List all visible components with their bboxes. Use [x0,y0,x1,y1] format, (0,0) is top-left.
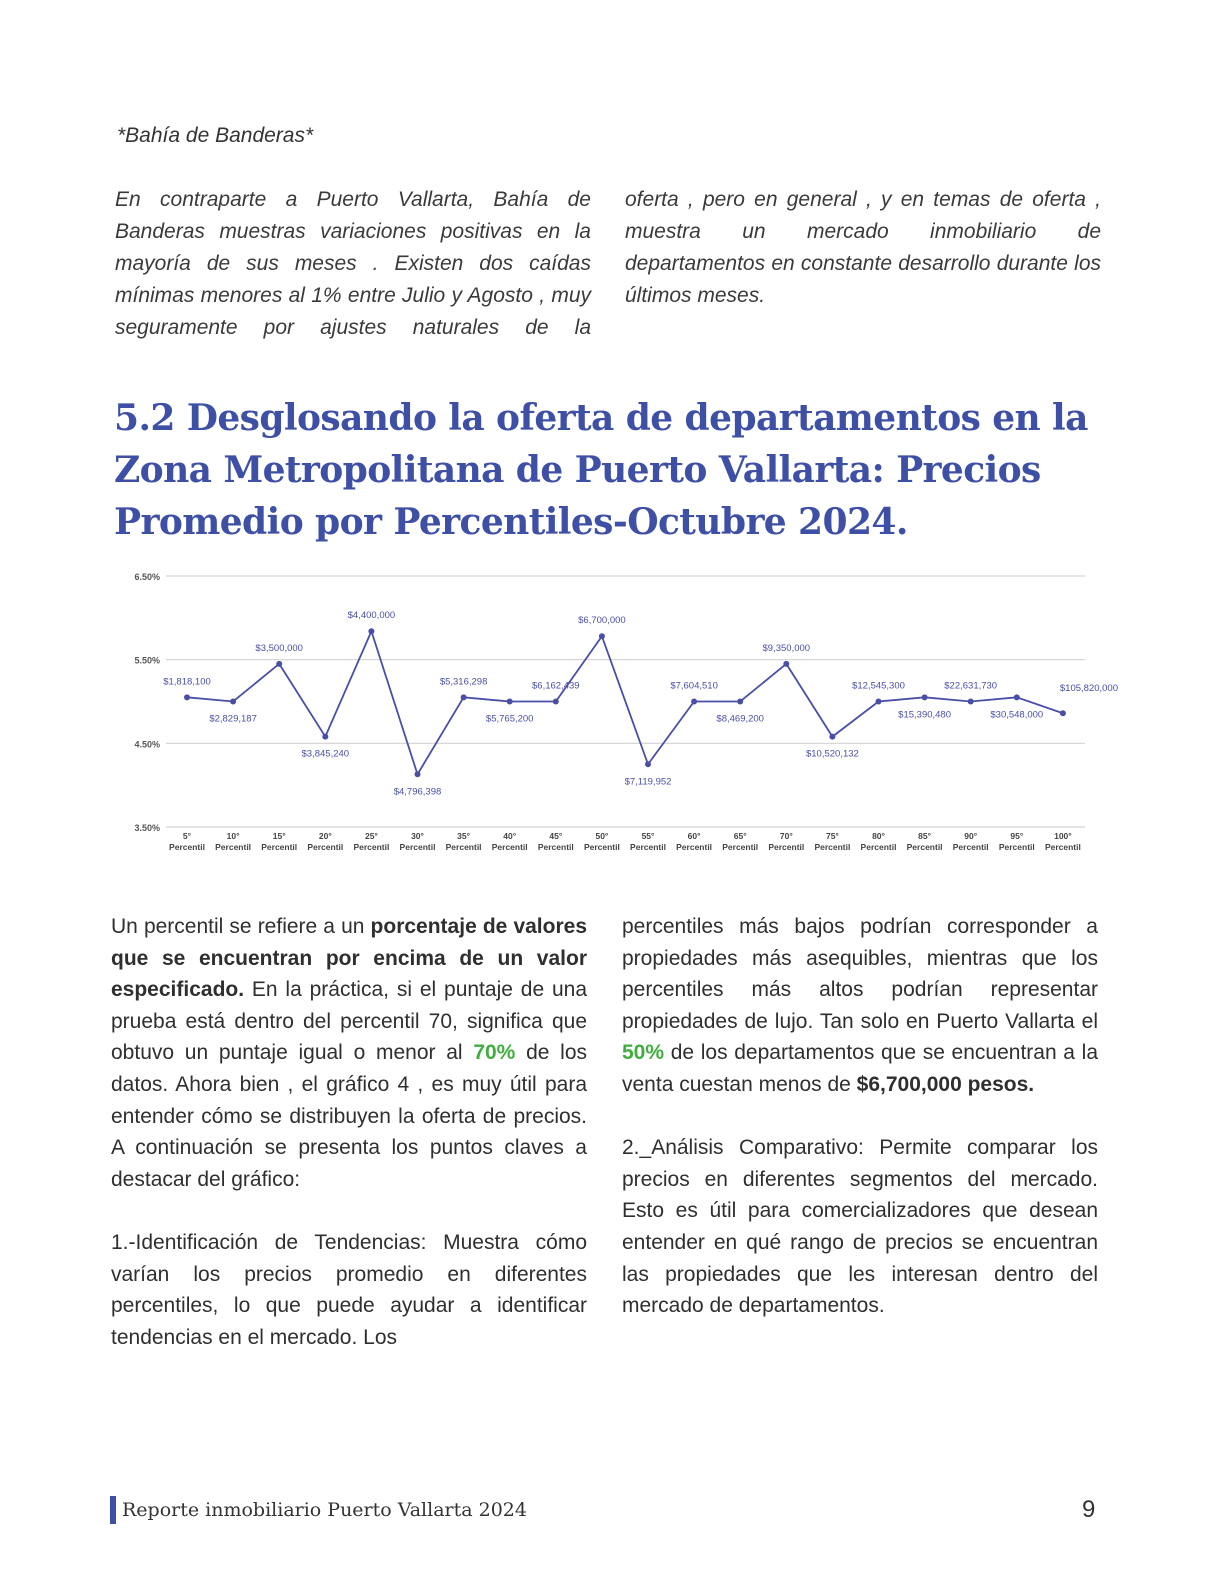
data-point [461,694,467,700]
bold-text: porcentaje de valores que se encuentran por encima de un valor especificado. [111,915,587,1002]
x-tick-label: Percentil [537,842,574,852]
x-tick-label: Percentil [307,842,344,852]
data-point [968,699,974,705]
y-tick-label: 4.50% [134,739,160,750]
data-label: $105,820,000 [1059,683,1119,695]
section-label: *Bahía de Banderas* [117,124,314,147]
x-tick-label: Percentil [399,842,436,852]
x-tick-label: Percentil [676,842,713,852]
data-label: $4,400,000 [347,610,396,622]
data-label: $5,765,200 [485,713,534,725]
x-tick-label: 85° [918,831,932,841]
body-left-paragraph-2: 1.-Identificación de Tendencias: Muestra cómo varían los precios promedio en diferentes percentiles, lo que puede ayudar a identificar tendencias en el mercado. Los [111,1230,587,1349]
data-label: $6,700,000 [578,615,626,627]
x-tick-label: Percentil [630,842,666,852]
data-point [184,694,190,700]
x-tick-label: Percentil [169,842,205,852]
intro-left-column: En contraparte a Puerto Vallarta, Bahía de Banderas muestras variaciones positivas en la mayoría de sus meses . Existen dos caídas mínimas menores al 1% entre Julio y Agosto , muy seguramente por ajustes naturales de la [115,188,591,339]
data-label: $30,548,000 [990,709,1044,721]
x-tick-label: 100° [1054,831,1072,841]
y-tick-label: 6.50% [134,572,160,582]
x-tick-label: Percentil [768,842,805,852]
data-label: $2,829,187 [209,713,257,725]
data-point [599,633,605,639]
highlight-percent: 50% [622,1041,665,1065]
data-point [368,628,374,634]
x-tick-label: Percentil [952,842,989,852]
body-right-paragraph-1 [622,911,1098,1101]
data-point [415,771,421,777]
data-label: $10,520,132 [805,748,859,760]
x-tick-label: 50° [595,831,609,841]
data-point [553,699,559,705]
body-left-column [111,911,587,1385]
x-tick-label: 60° [687,831,701,841]
body-right-paragraph-2: 2._Análisis Comparativo: Permite comparar los precios en diferentes segmentos del mercado. Esto es útil para comercializadores que desean entender en qué rango de precios se encuentran las propiedades que les interesan dentro del mercado de departamentos. [622,1136,1098,1318]
data-point [876,699,882,705]
footer-title: Reporte inmobiliario Puerto Vallarta 2024 [110,1496,527,1524]
body-left-paragraph-1 [111,911,587,1195]
x-tick-label: 90° [964,831,978,841]
x-tick-label: 30° [411,831,424,841]
data-point [1060,710,1066,716]
text-run: de los datos. Ahora bien , el gráfico 4 , es muy útil para entender cómo se distribuyen la oferta de precios. A continuación se presenta los puntos claves a destacar del gráfico: [111,1041,587,1191]
x-tick-label: 35° [457,831,471,841]
x-tick-label: 80° [872,831,885,841]
data-point [507,699,513,705]
x-tick-label: Percentil [445,842,482,852]
data-label: $7,604,510 [670,680,718,692]
highlight-percent: 70% [473,1041,516,1065]
text-run: Un percentil se refiere a un [111,915,371,938]
x-tick-label: Percentil [860,842,897,852]
bold-text: $6,700,000 pesos. [856,1072,1035,1096]
x-tick-label: 75° [825,831,839,841]
x-tick-label: 65° [733,831,747,841]
data-label: $22,631,730 [944,680,998,692]
y-tick-label: 3.50% [134,823,160,833]
body-right-column [622,911,1098,1353]
x-tick-label: Percentil [722,842,759,852]
x-tick-label: 70° [779,831,793,841]
x-tick-label: Percentil [906,842,943,852]
x-tick-label: 5° [182,831,192,841]
data-label: $4,796,398 [393,786,442,798]
data-label: $9,350,000 [762,642,811,654]
x-tick-label: 95° [1010,831,1024,841]
data-label: $7,119,952 [624,776,672,788]
x-tick-label: 40° [503,831,517,841]
data-point [1014,694,1020,700]
data-label: $3,500,000 [255,642,303,654]
data-point [322,734,328,740]
x-tick-label: Percentil [998,842,1035,852]
x-tick-label: Percentil [261,842,298,852]
x-tick-label: 15° [272,831,286,841]
data-point [276,661,282,667]
x-tick-label: 25° [364,831,378,841]
page-number: 9 [1082,1496,1096,1523]
data-label: $12,545,300 [852,680,905,692]
data-point [645,761,651,767]
x-tick-label: Percentil [353,842,390,852]
data-label: $3,845,240 [301,748,350,760]
x-tick-label: 20° [318,831,332,841]
data-point [691,699,697,705]
intro-right-column: oferta , pero en general , y en temas de oferta , muestra un mercado inmobiliario de departamentos en constante desarrollo durante los últimos meses. [625,188,1101,307]
x-tick-label: 55° [641,831,655,841]
x-tick-label: Percentil [215,842,252,852]
data-point [829,734,835,740]
x-tick-label: 10° [226,831,240,841]
text-run: percentiles más bajos podrían corresponder a propiedades más asequibles, mientras que los percentiles más altos podrían representar propiedades de lujo. Tan solo en Puerto Vallarta el [622,915,1098,1033]
data-point [737,699,743,705]
x-tick-label: Percentil [491,842,528,852]
data-point [922,694,928,700]
data-point [230,699,236,705]
data-label: $1,818,100 [163,676,211,688]
text-run: de los departamentos que se encuentran a la venta cuestan menos de [622,1041,1098,1096]
x-tick-label: Percentil [814,842,851,852]
section-heading: 5.2 Desglosando la oferta de departamentos en la Zona Metropolitana de Puerto Vallarta: Precios Promedio por Percentiles-Octubre 2024. [114,397,1088,543]
data-point [783,661,789,667]
y-tick-label: 5.50% [134,655,160,666]
text-run: En la práctica, si el puntaje de una prueba está dentro del percentil 70, significa que obtuvo un puntaje igual o menor al [111,978,587,1065]
x-tick-label: Percentil [583,842,620,852]
data-label: $8,469,200 [716,713,764,725]
data-label: $5,316,298 [439,676,488,688]
x-tick-label: 45° [549,831,563,841]
percentile-price-chart [110,560,1119,860]
data-label: $15,390,480 [898,709,952,721]
x-tick-label: Percentil [1044,842,1081,852]
data-label: $6,162,439 [532,680,580,692]
